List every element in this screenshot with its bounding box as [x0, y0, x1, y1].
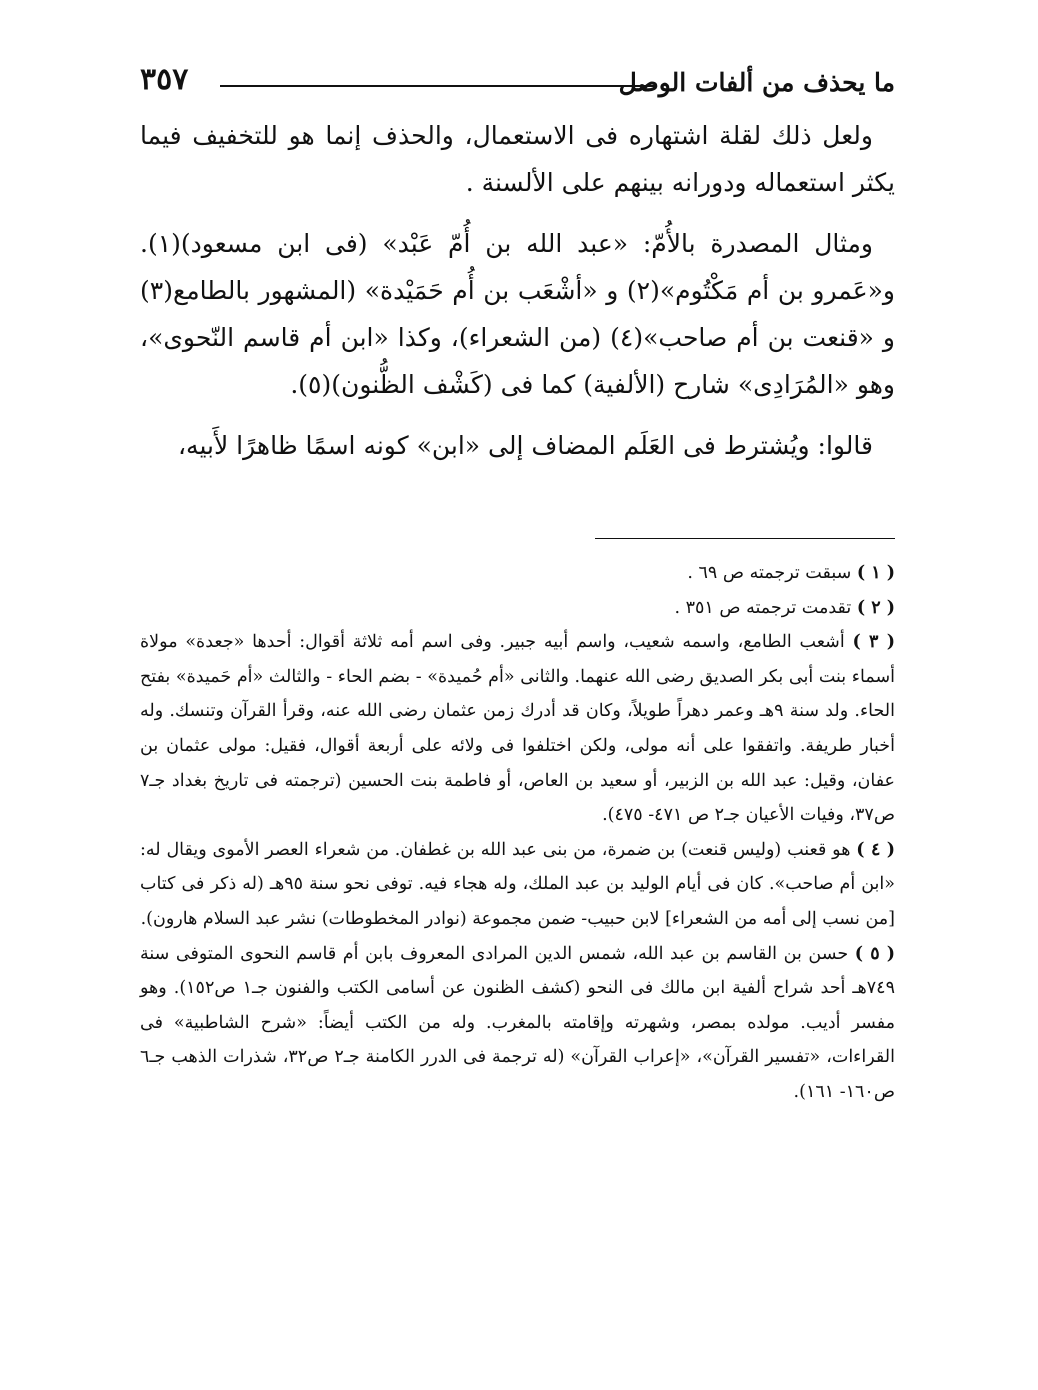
- footnote-text: تقدمت ترجمته ص ٣٥١ .: [674, 597, 852, 618]
- footnote-text: أشعب الطامع، واسمه شعيب، واسم أبيه جبير. وفى اسم أمه ثلاثة أقوال: أحدها «جعدة» مولاة أسماء بنت أبى بكر الصديق رضى الله عنهما. والثانى «أم حُميدة» - بضم الحاء - والثالث «أم حَميدة» بفتح الحاء. ولد سنة ٩هـ وعمر دهراً طويلاً، وكان قد أدرك زمن عثمان رضى الله عنه، وقرأ القرآن وتنسك. وله أخبار طريفة. واتفقوا على أنه مولى، ولكن اختلفوا فى ولائه على أربعة أقوال، فقيل: مولى عثمان بن عفان، وقيل: عبد الله بن الزبير، أو سعيد بن العاص، أو فاطمة بنت الحسين (ترجمته فى تاريخ بغداد جـ٧ ص٣٧، وفيات الأعيان جـ٢ ص ٤٧١- ٤٧٥).: [140, 632, 895, 826]
- footnote-number: ( ٢ ): [856, 597, 895, 618]
- footnote-number: ( ١ ): [856, 563, 895, 583]
- footnote-number: ( ٥ ): [854, 943, 895, 964]
- footnote-3: [140, 625, 895, 833]
- footnote-text: حسن بن القاسم بن عبد الله، شمس الدين المرادى المعروف بابن أم قاسم النحوى المتوفى سنة ٧٤٩هـ أحد شراح ألفية ابن مالك فى النحو (كشف الظنون عن أسامى الكتب والفنون جـ١ ص١٥٢). وهو مفسر أديب. مولده بمصر، وشهرته وإقامته بالمغرب. وله من الكتب أيضاً: «شرح الشاطبية» فى القراءات، «تفسير القرآن»، «إعراب القرآن» (له ترجمة فى الدرر الكامنة جـ٢ ص٣٢، شذرات الذهب جـ٦ ص١٦٠- ١٦١).: [140, 943, 895, 1102]
- footnote-1: [140, 556, 895, 591]
- body-paragraph-2: ومثال المصدرة بالأُمّ: «عبد الله بن أُمّ عَبْد» (فى ابن مسعود)(١). و«عَمرو بن أم مَكْتُوم»(٢) و «أشْعَب بن أُم حَمَيْدة» (المشهور بالطامع(٣) و «قنعت بن أم صاحب»(٤) (من الشعراء)، وكذا «ابن أم قاسم النّحوى»، وهو «المُرَادِى» شارح (الألفية) كما فى (كَشْف الظُّنون)(٥).: [140, 229, 896, 399]
- footnote-text: سبقت ترجمته ص ٦٩ .: [687, 563, 852, 583]
- body-paragraph-1: ولعل ذلك لقلة اشتهاره فى الاستعمال، والحذف إنما هو للتخفيف فيما يكثر استعماله ودورانه بينهم على الألسنة .: [140, 121, 895, 197]
- running-header: [140, 58, 895, 104]
- footnotes: [140, 556, 895, 1110]
- header-title: ما يحذف من ألفات الوصل: [618, 68, 895, 97]
- footnote-5: [140, 937, 895, 1110]
- footnote-2: [140, 591, 895, 626]
- footnote-number: ( ٣ ): [852, 632, 895, 653]
- footnote-separator: [595, 538, 895, 539]
- header-rule: [220, 85, 655, 87]
- footnote-4: [140, 833, 895, 937]
- body-paragraph-3: قالوا: ويُشترط فى العَلَم المضاف إلى «ابن» كونه اسمًا ظاهرًا لأَبيه،: [177, 431, 873, 460]
- footnote-number: ( ٤ ): [856, 839, 896, 860]
- main-text: [140, 112, 895, 469]
- footnote-text: هو قعنب (وليس قنعت) بن ضمرة، من بنى عبد الله بن غطفان. من شعراء العصر الأموى ويقال له: «ابن أم صاحب». كان فى أيام الوليد بن عبد الملك، وله هجاء فيه. توفى نحو سنة ٩٥هـ (له ذكر فى كتاب [من نسب إلى أمه من الشعراء] لابن حبيب- ضمن مجموعة (نوادر المخطوطات) نشر عبد السلام هارون).: [140, 839, 895, 929]
- page-number: ٣٥٧: [140, 62, 189, 97]
